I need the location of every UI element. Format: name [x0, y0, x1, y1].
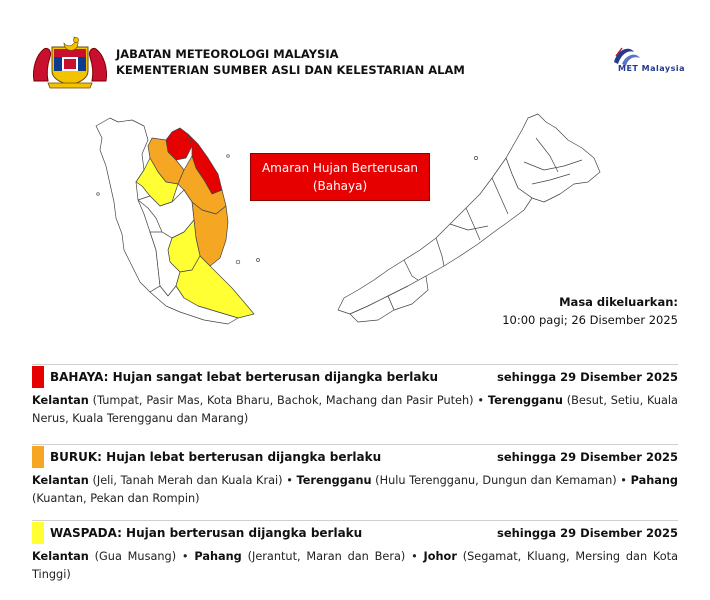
area-state: Pahang — [194, 550, 242, 563]
area-districts: (Tumpat, Pasir Mas, Kota Bharu, Bachok, Machang dan Pasir Puteh) — [92, 394, 474, 407]
warning-level-bahaya — [32, 364, 678, 434]
level-color-swatch — [32, 446, 44, 468]
agency-name — [116, 46, 465, 78]
level-areas: Kelantan (Tumpat, Pasir Mas, Kota Bharu, Bachok, Machang dan Pasir Puteh) • Terengganu (Besut, Setiu, Kuala Nerus, Kuala Terengganu dan Marang) — [32, 394, 678, 425]
level-color-swatch — [32, 366, 44, 388]
area-state: Kelantan — [32, 394, 89, 407]
area-state: Terengganu — [487, 394, 563, 407]
level-header — [32, 446, 678, 468]
region-sabah — [506, 114, 600, 202]
level-until: sehingga 29 Disember 2025 — [496, 450, 678, 464]
level-until: sehingga 29 Disember 2025 — [496, 526, 678, 540]
level-color-swatch — [32, 522, 44, 544]
area-districts: (Besut, Setiu, Kuala Nerus, Kuala Terengganu dan Marang) — [32, 394, 678, 425]
divider — [32, 444, 678, 445]
area-districts: (Segamat, Kluang, Mersing dan Kota Tinggi) — [32, 550, 679, 581]
divider — [32, 520, 678, 521]
area-state: Pahang — [630, 474, 678, 487]
met-logo-text: MET Malaysia — [618, 64, 686, 73]
alert-title: Amaran Hujan Berterusan — [261, 161, 419, 175]
level-heading: WASPADA: Hujan berterusan dijangka berlaku — [50, 526, 363, 540]
level-header — [32, 522, 678, 544]
area-state: Kelantan — [32, 474, 89, 487]
agency-line-2: KEMENTERIAN SUMBER ASLI DAN KELESTARIAN ALAM — [116, 63, 465, 77]
alert-level-box — [250, 153, 430, 201]
level-heading: BURUK: Hujan lebat berterusan dijangka berlaku — [50, 450, 382, 464]
area-state: Terengganu — [296, 474, 372, 487]
area-state: Johor — [423, 550, 457, 563]
peninsular-malaysia — [96, 118, 260, 324]
divider — [32, 364, 678, 365]
level-heading: BAHAYA: Hujan sangat lebat berterusan dijangka berlaku — [50, 370, 439, 384]
issued-value: 10:00 pagi; 26 Disember 2025 — [502, 313, 678, 327]
warning-level-buruk — [32, 444, 678, 514]
warning-level-waspada — [32, 520, 678, 580]
malaysia-coat-of-arms-icon — [30, 33, 110, 89]
area-districts: (Hulu Terengganu, Dungun dan Kemaman) — [375, 474, 617, 487]
met-malaysia-logo — [600, 42, 686, 78]
area-districts: (Jerantut, Maran dan Bera) — [247, 550, 406, 563]
agency-line-1: JABATAN METEOROLOGI MALAYSIA — [116, 47, 339, 61]
area-districts: (Kuantan, Pekan dan Rompin) — [32, 492, 200, 505]
level-areas: Kelantan (Gua Musang) • Pahang (Jerantut, Maran dan Bera) • Johor (Segamat, Kluang, Mersing dan Kota Tinggi) — [32, 550, 679, 581]
borneo-malaysia — [338, 114, 600, 322]
issued-label: Masa dikeluarkan: — [559, 295, 678, 309]
level-until: sehingga 29 Disember 2025 — [496, 370, 678, 384]
area-state: Kelantan — [32, 550, 89, 563]
alert-level: (Bahaya) — [312, 179, 368, 193]
level-header — [32, 366, 678, 388]
area-districts: (Gua Musang) — [94, 550, 177, 563]
area-districts: (Jeli, Tanah Merah dan Kuala Krai) — [92, 474, 283, 487]
level-areas: Kelantan (Jeli, Tanah Merah dan Kuala Krai) • Terengganu (Hulu Terengganu, Dungun dan Kemaman) • Pahang (Kuantan, Pekan dan Rompin) — [32, 474, 678, 505]
issued-time — [502, 293, 678, 329]
